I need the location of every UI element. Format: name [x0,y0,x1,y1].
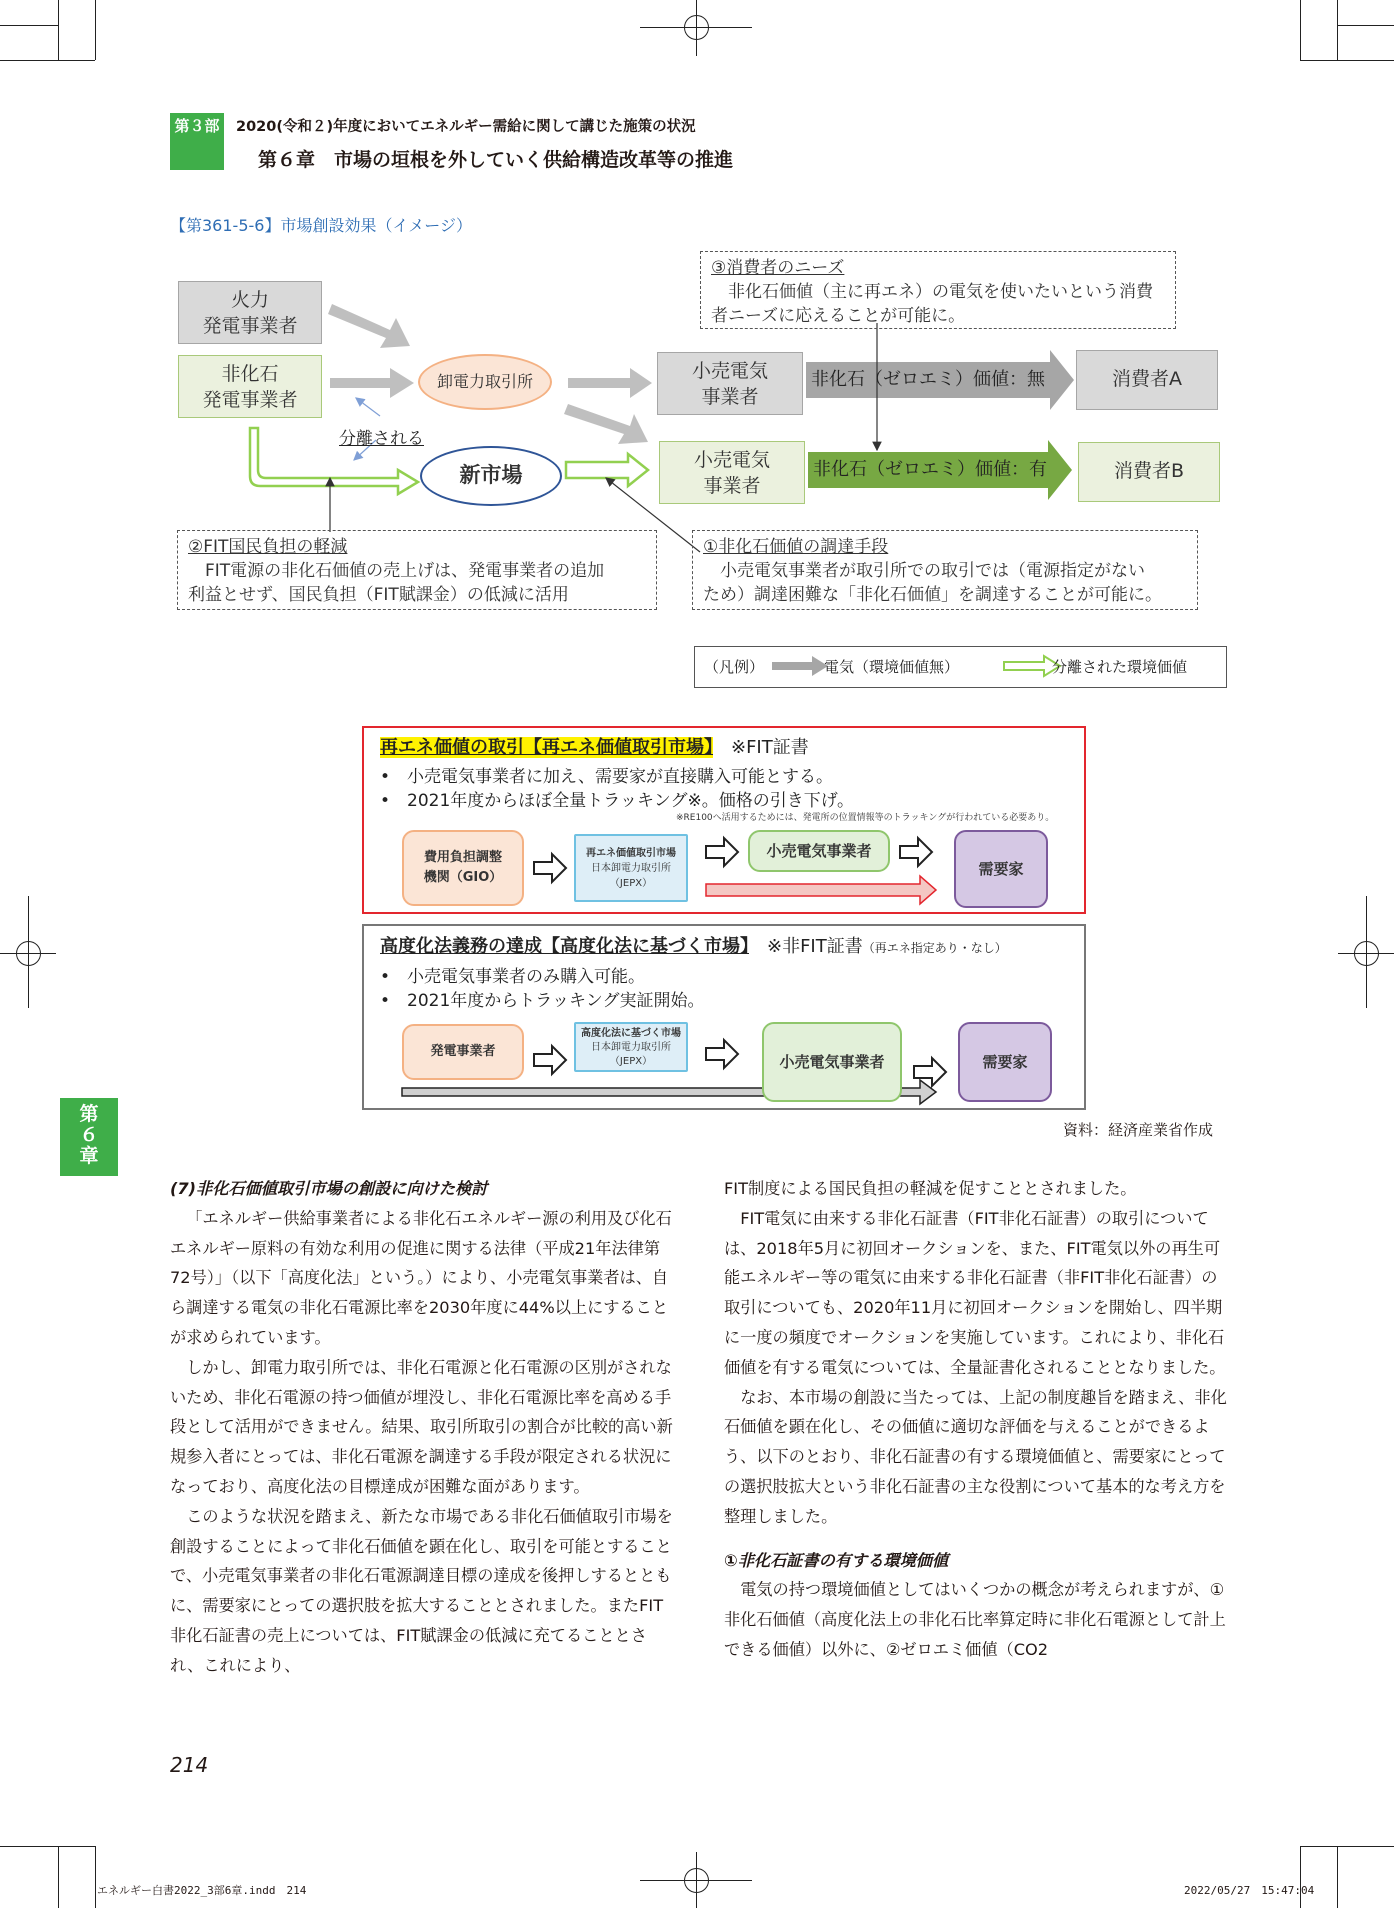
footer-filename: エネルギー白書2022_3部6章.indd 214 [97,1884,307,1897]
value-none-label: 非化石（ゼロエミ）価値：無 [811,369,1045,390]
fit-bullet-1: • 小売電気事業者に加え、需要家が直接購入可能とする。 [380,767,834,787]
nonfit-retail-box: 小売電気事業者 [762,1022,902,1102]
note-consumer-needs: ③消費者のニーズ 非化石価値（主に再エネ）の電気を使いたいという消費 者ニーズに応えることが可能に。 [700,251,1176,329]
paragraph: FIT電気に由来する非化石証書（FIT非化石証書）の取引については、2018年5月に初回オークションを、また、FIT電気以外の再生可能エネルギー等の電気に由来する非化石証書（非FIT非化石証書）の取引についても、2020年11月に初回オークションを開始し、四半期に一度の頻度でオークションを実施しています。これにより、非化石価値を有する電気については、全量証書化されることとなりました。 [724,1208,1226,1377]
thermal-generator-box: 火力 発電事業者 [178,281,322,344]
fit-footnote: ※RE100へ活用するためには、発電所の位置情報等のトラッキングが行われている必要あり。 [676,813,1055,823]
paragraph: FIT制度による国民負担の軽減を促すこととされました。 [724,1179,1137,1198]
new-market: 新市場 [420,446,562,506]
paragraph: このような状況を踏まえ、新たな市場である非化石価値取引市場を創設することによって非化石価値を顕在化し、取引を可能とすることで、小売電気事業者の非化石電源調達目標の達成を後押しするとともに、需要家にとっての選択肢を拡大することとされました。またFIT非化石証書の売上については、FIT賦課金の低減に充てることとされ、これにより、 [170,1506,673,1675]
fit-consumer-box: 需要家 [954,830,1048,908]
generator-box: 発電事業者 [402,1024,524,1080]
gio-box: 費用負担調整 機関（GIO） [402,830,524,906]
renewable-market-box: 再エネ価値取引市場 日本卸電力取引所 （JEPX） [574,834,688,902]
left-column [170,1174,678,1681]
source-credit: 資料：経済産業省作成 [1063,1121,1214,1139]
subsection-heading: ①非化石証書の有する環境価値 [724,1550,949,1570]
right-column [724,1174,1232,1665]
advanced-law-market-box: 高度化法に基づく市場 日本卸電力取引所 （JEPX） [574,1022,688,1072]
chapter-title: 第６章 市場の垣根を外していく供給構造改革等の推進 [258,149,734,171]
consumer-a-box: 消費者A [1076,350,1218,410]
page-number: 214 [170,1753,209,1777]
fit-retail-box: 小売電気事業者 [748,830,890,872]
note-procurement: ①非化石価値の調達手段 小売電気事業者が取引所での取引では（電源指定がない ため）調達困難な「非化石価値」を調達することが可能に。 [692,530,1198,610]
value-yes-label: 非化石（ゼロエミ）価値：有 [813,459,1047,480]
paragraph: なお、本市場の創設に当たっては、上記の制度趣旨を踏まえ、非化石価値を顕在化し、その価値に適切な評価を与えることができるよう、以下のとおり、非化石証書の有する環境価値と、需要家にとっての選択肢拡大という非化石証書の主な役割について基本的な考え方を整理しました。 [724,1387,1227,1526]
separated-label: 分離される [339,429,424,449]
legend-env-value: 分離された環境価値 [1052,658,1188,676]
figure-title: 【第361-5-6】市場創設効果（イメージ） [170,216,472,235]
paragraph: 「エネルギー供給事業者による非化石エネルギー源の利用及び化石エネルギー原料の有効な利用の促進に関する法律（平成21年法律第72号）」（以下「高度化法」という。）により、小売電気事業者は、自ら調達する電気の非化石電源比率を2030年度に44%以上にすることが求められています。 [170,1208,672,1347]
footer-timestamp: 2022/05/27 15:47:04 [1184,1884,1315,1897]
part-badge: 第３部 [170,113,224,140]
legend-electricity: 電気（環境価値無） [824,658,960,676]
nonfit-bullet-1: • 小売電気事業者のみ購入可能。 [380,967,646,987]
section-heading: (7)非化石価値取引市場の創設に向けた検討 [170,1179,488,1198]
nonfit-bullet-2: • 2021年度からトラッキング実証開始。 [380,991,705,1011]
fit-bullet-2: • 2021年度からほぼ全量トラッキング※。価格の引き下げ。 [380,791,855,811]
chapter-side-tab: 第 ６ 章 [60,1098,118,1176]
legend-prefix: （凡例） [704,658,765,676]
nonfossil-generator-box: 非化石 発電事業者 [178,355,322,418]
paragraph: しかし、卸電力取引所では、非化石電源と化石電源の区別がされないため、非化石電源の持つ価値が埋没し、非化石電源比率を高める手段として活用ができません。結果、取引所取引の割合が比較的高い新規参入者にとっては、非化石電源を調達する手段が限定される状況になっており、高度化法の目標達成が困難な面があります。 [170,1357,673,1496]
retail-box-b: 小売電気 事業者 [659,441,805,504]
nonfit-consumer-box: 需要家 [958,1022,1052,1102]
retail-box-a: 小売電気 事業者 [657,352,803,415]
nonfit-panel-title: 高度化法義務の達成【高度化法に基づく市場】 ※非FIT証書（再エネ指定あり・なし） [380,936,1007,957]
paragraph: 電気の持つ環境価値としてはいくつかの概念が考えられますが、①非化石価値（高度化法上の非化石比率算定時に非化石電源として計上できる価値）以外に、②ゼロエミ価値（CO2 [724,1580,1226,1659]
consumer-b-box: 消費者B [1078,442,1220,502]
fit-panel-title: 再エネ価値の取引【再エネ価値取引市場】 ※FIT証書 [380,737,809,758]
note-fit-burden: ②FIT国民負担の軽減 FIT電源の非化石価値の売上げは、発電事業者の追加 利益とせず、国民負担（FIT賦課金）の低減に活用 [177,530,657,610]
wholesale-exchange: 卸電力取引所 [418,354,552,410]
part-title: 2020(令和２)年度においてエネルギー需給に関して講じた施策の状況 [236,119,696,135]
